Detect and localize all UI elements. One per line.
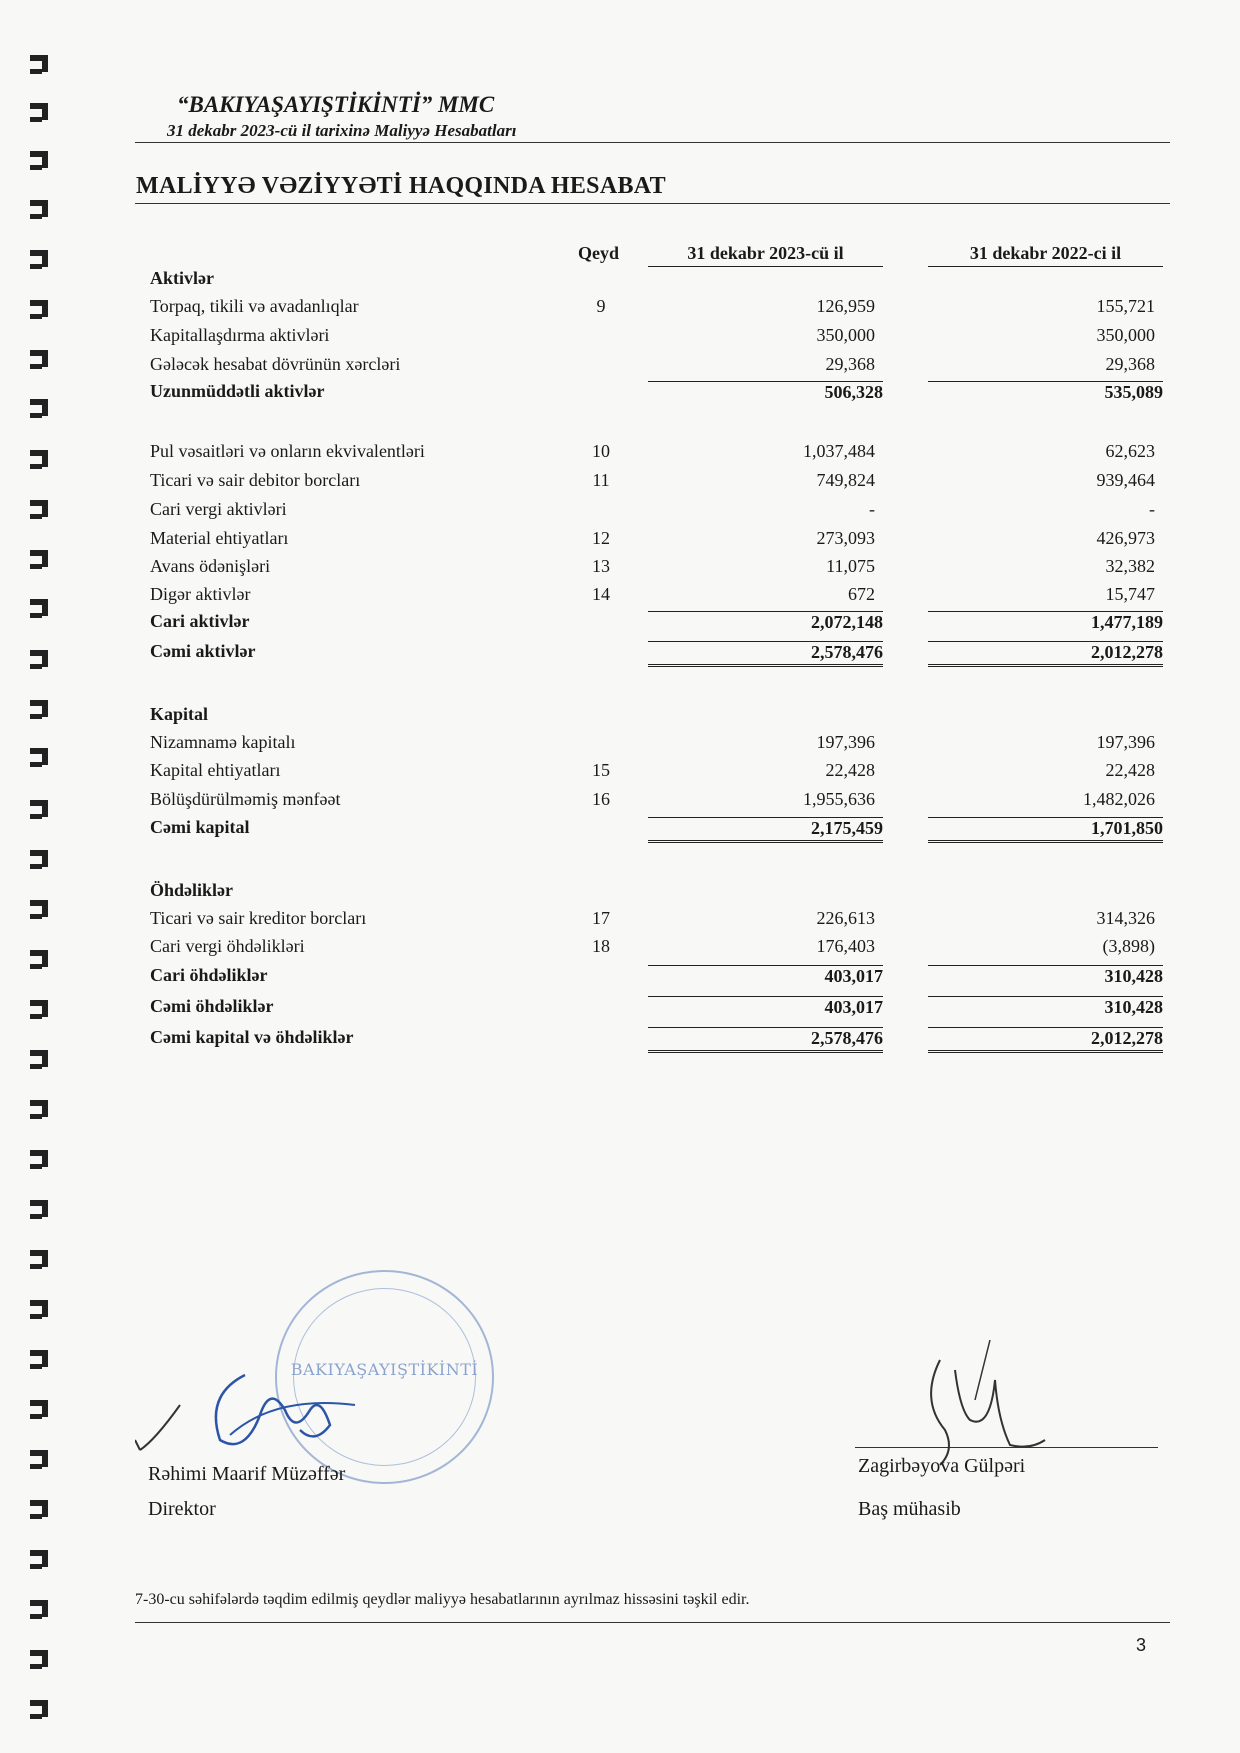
row-label: Cari aktivlər [150,611,250,631]
chief-accountant-role: Baş mühasib [858,1498,961,1520]
table-row [0,789,1240,817]
row-value-2022: 314,326 [1096,908,1155,928]
table-row [0,908,1240,936]
row-value-2023: 29,368 [825,354,875,374]
row-label: Cəmi aktivlər [150,641,256,661]
page-number: 3 [1136,1635,1147,1655]
table-row [0,880,1240,908]
table-row [0,354,1240,382]
row-label: Aktivlər [150,268,214,288]
table-row-subtotal [0,381,1240,409]
footer-rule [135,1622,1170,1623]
row-value-2022: (3,898) [1102,936,1155,956]
row-note: 13 [592,556,610,576]
company-seal-text: BAKIYAŞAYIŞTİKİNTİ [290,1360,479,1379]
row-value-2023: 126,959 [816,296,875,316]
row-note: 17 [592,908,610,928]
row-value-2023: - [869,499,875,519]
table-row [0,760,1240,788]
row-value-2023: 22,428 [825,760,875,780]
table-row-subtotal [0,996,1240,1024]
row-label: Öhdəliklər [150,880,234,900]
director-name: Rəhimi Maarif Müzəffər [148,1463,346,1485]
row-value-2023: 1,955,636 [803,789,875,809]
row-label: Digər aktivlər [150,584,251,604]
row-value-2023: 672 [848,584,875,604]
signature-line [855,1447,1158,1448]
row-note: 16 [592,789,610,809]
row-value-2022: 1,482,026 [1083,789,1155,809]
table-row [0,499,1240,527]
row-note: 12 [592,528,610,548]
row-label: Cari öhdəliklər [150,965,268,985]
table-row-total [0,1027,1240,1055]
row-value-2022: 2,012,278 [928,1027,1163,1053]
row-value-2022: 1,477,189 [928,611,1163,633]
row-note: 9 [596,296,606,316]
row-value-2023: 2,175,459 [648,817,883,843]
row-label: Ticari və sair debitor borcları [150,470,361,490]
row-label: Kapitallaşdırma aktivləri [150,325,330,345]
row-value-2022: 22,428 [1105,760,1155,780]
row-value-2023: 1,037,484 [803,441,875,461]
row-value-2023: 2,578,476 [648,1027,883,1053]
row-value-2023: 176,403 [816,936,875,956]
table-row [0,704,1240,732]
chief-accountant-signature [900,1340,1050,1470]
row-label: Cəmi kapital və öhdəliklər [150,1027,354,1047]
row-label: Kapital [150,704,209,724]
row-value-2022: 62,623 [1105,441,1155,461]
row-label: Cari vergi aktivləri [150,499,287,519]
row-value-2023: 11,075 [826,556,875,576]
table-row-subtotal [0,965,1240,993]
row-label: Cəmi öhdəliklər [150,996,274,1016]
table-row [0,556,1240,584]
row-label: Uzunmüddətli aktivlər [150,381,325,401]
row-value-2022: 535,089 [928,381,1163,403]
row-value-2022: - [1149,499,1155,519]
row-value-2023: 2,072,148 [648,611,883,633]
table-row-total [0,641,1240,669]
director-signature [135,1355,385,1465]
column-header-2022: 31 dekabr 2022-ci il [928,243,1163,267]
row-label: Cari vergi öhdəlikləri [150,936,305,956]
row-label: Kapital ehtiyatları [150,760,281,780]
row-value-2023: 226,613 [816,908,875,928]
table-row-total [0,817,1240,845]
row-value-2022: 310,428 [928,996,1163,1018]
row-label: Torpaq, tikili və avadanlıqlar [150,296,359,316]
table-row [0,936,1240,964]
report-period: 31 dekabr 2023-cü il tarixinə Maliyyə Hesabatları [167,121,517,140]
row-value-2023: 403,017 [648,965,883,987]
row-label: Material ehtiyatları [150,528,289,548]
row-value-2023: 749,824 [816,470,875,490]
table-row [0,732,1240,760]
row-label: Pul vəsaitləri və onların ekvivalentləri [150,441,425,461]
row-label: Cəmi kapital [150,817,250,837]
row-value-2023: 506,328 [648,381,883,403]
row-value-2022: 426,973 [1096,528,1155,548]
table-row-subtotal [0,611,1240,639]
header-rule [135,142,1170,143]
table-row [0,441,1240,469]
director-role: Direktor [148,1498,216,1520]
footnote: 7-30-cu səhifələrdə təqdim edilmiş qeydlər maliyyə hesabatlarının ayrılmaz hissəsini təşkil edir. [135,1591,750,1608]
row-value-2023: 197,396 [816,732,875,752]
row-note: 15 [592,760,610,780]
row-label: Gələcək hesabat dövrünün xərcləri [150,354,401,374]
row-note: 10 [592,441,610,461]
row-label: Bölüşdürülməmiş mənfəət [150,789,341,809]
row-value-2022: 939,464 [1096,470,1155,490]
spiral-binding [30,0,50,1753]
row-value-2022: 1,701,850 [928,817,1163,843]
row-note: 14 [592,584,610,604]
row-value-2023: 403,017 [648,996,883,1018]
title-rule [135,203,1170,204]
company-name: “BAKIYAŞAYIŞTİKİNTİ” MMC [177,92,495,117]
row-note: 11 [592,470,610,490]
row-value-2022: 350,000 [1096,325,1155,345]
row-value-2022: 155,721 [1096,296,1155,316]
row-value-2023: 2,578,476 [648,641,883,667]
row-label: Nizamnamə kapitalı [150,732,296,752]
table-row [0,268,1240,296]
row-value-2022: 2,012,278 [928,641,1163,667]
column-header-2023: 31 dekabr 2023-cü il [648,243,883,267]
table-row [0,584,1240,612]
chief-accountant-name: Zagirbəyova Gülpəri [858,1455,1026,1477]
row-value-2022: 197,396 [1096,732,1155,752]
table-row [0,325,1240,353]
row-label: Avans ödənişləri [150,556,271,576]
row-value-2023: 350,000 [816,325,875,345]
table-row [0,470,1240,498]
row-value-2022: 32,382 [1105,556,1155,576]
column-header-note: Qeyd [578,243,620,263]
row-value-2022: 310,428 [928,965,1163,987]
table-row [0,528,1240,556]
page-title: MALİYYƏ VƏZİYYƏTİ HAQQINDA HESABAT [136,173,666,199]
row-label: Ticari və sair kreditor borcları [150,908,367,928]
row-value-2023: 273,093 [816,528,875,548]
row-value-2022: 29,368 [1105,354,1155,374]
row-value-2022: 15,747 [1105,584,1155,604]
row-note: 18 [592,936,610,956]
table-row [0,296,1240,324]
